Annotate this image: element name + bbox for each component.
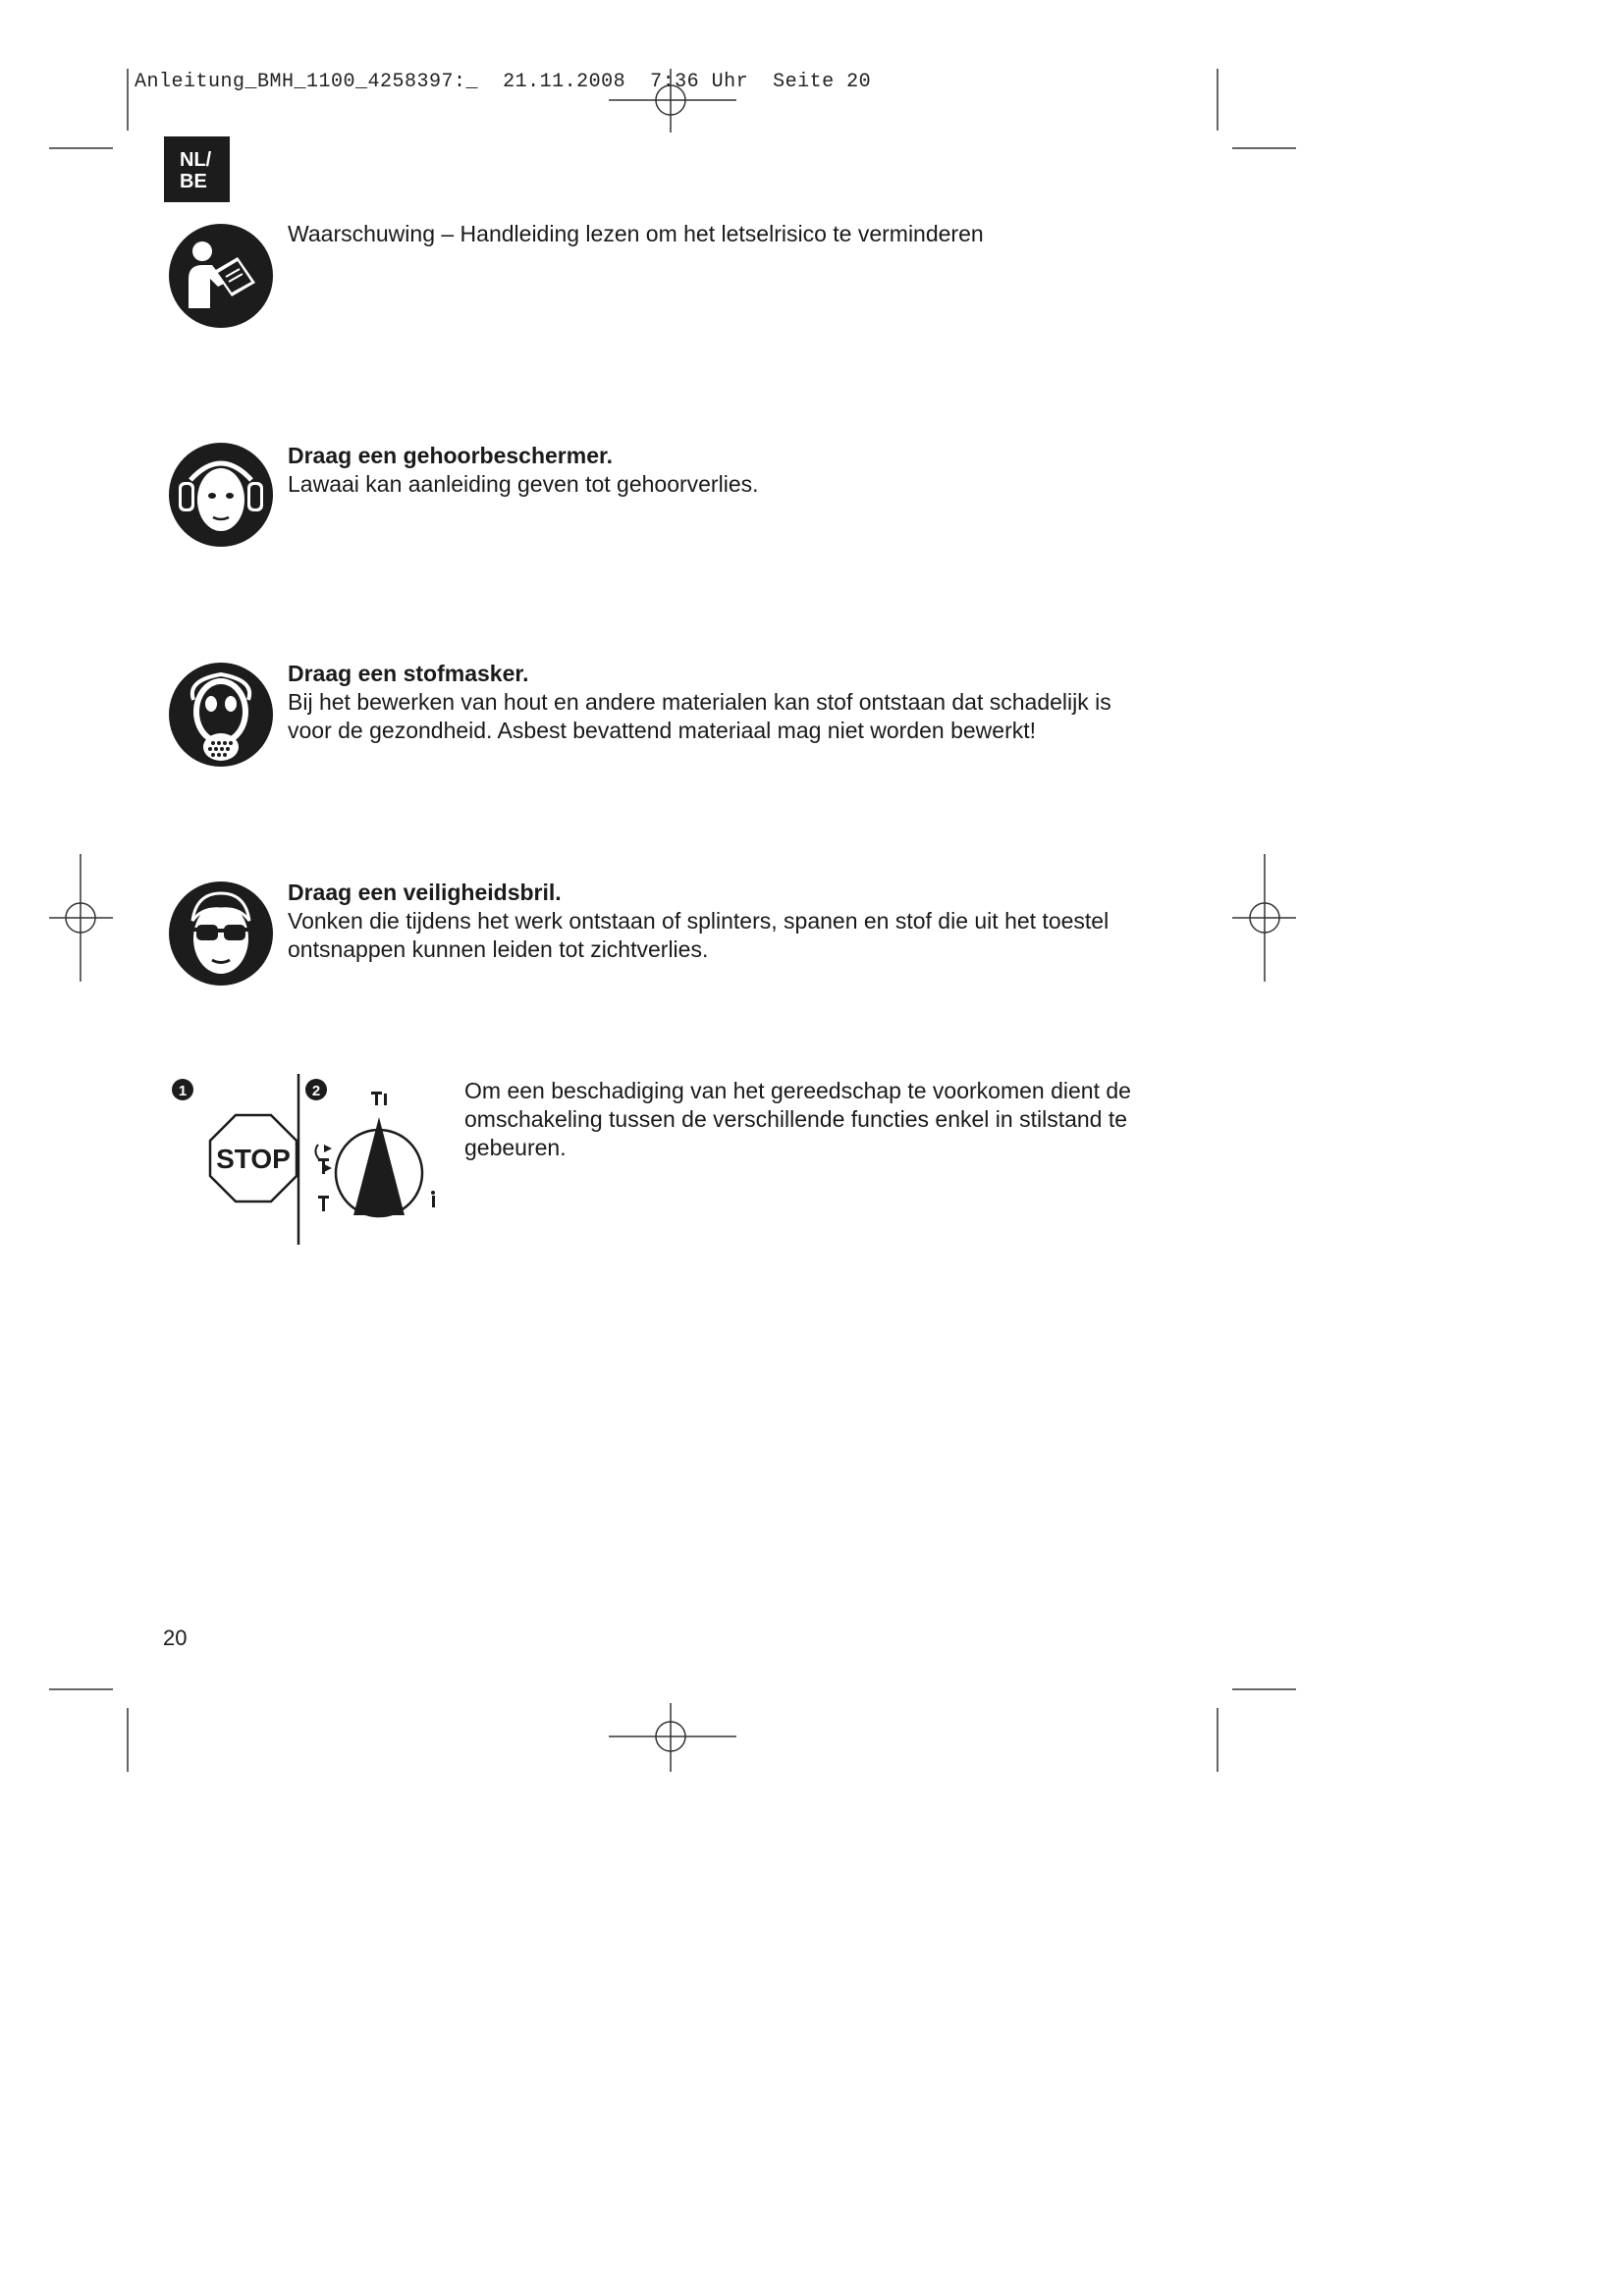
switch-notice-line-1: Om een beschadiging van het gereedschap te voorkomen dient de <box>464 1078 1131 1103</box>
warning-read-manual <box>288 220 1171 248</box>
warning-dust-mask-text-2: voor de gezondheid. Asbest bevattend materiaal mag niet worden bewerkt! <box>288 718 1037 743</box>
language-badge-line2: BE <box>180 171 207 192</box>
header-date: 21.11.2008 <box>503 71 626 93</box>
dust-mask-icon <box>167 661 275 769</box>
warning-ear-protection-title: Draag een gehoorbeschermer. <box>288 443 614 468</box>
warning-dust-mask-text-1: Bij het bewerken van hout en andere materialen kan stof ontstaan dat schadelijk is <box>288 689 1111 715</box>
language-badge-line1: NL/ <box>180 149 212 171</box>
warning-ear-protection <box>288 442 1171 499</box>
header-file: Anleitung_BMH_1100_4258397:_ <box>135 71 479 93</box>
language-badge <box>164 136 230 202</box>
step-1-label: 1 <box>178 1083 188 1099</box>
warning-dust-mask <box>288 660 1171 745</box>
warning-ear-protection-text: Lawaai kan aanleiding geven tot gehoorverlies. <box>288 471 759 497</box>
safety-glasses-icon <box>167 880 275 988</box>
stop-label: STOP <box>216 1144 291 1174</box>
read-manual-icon <box>167 222 275 330</box>
mode-switch-diagram <box>165 1070 450 1256</box>
switch-notice-line-3: gebeuren. <box>464 1135 567 1160</box>
warning-safety-glasses <box>288 879 1171 964</box>
print-header <box>135 71 871 93</box>
warning-read-manual-text: Waarschuwing – Handleiding lezen om het letselrisico te verminderen <box>288 221 984 246</box>
warning-dust-mask-title: Draag een stofmasker. <box>288 661 529 686</box>
page-number: 20 <box>163 1626 188 1650</box>
step-2-label: 2 <box>311 1083 321 1099</box>
header-time: 7:36 Uhr <box>650 71 749 93</box>
warning-safety-glasses-title: Draag een veiligheidsbril. <box>288 880 562 905</box>
ear-protection-icon <box>167 441 275 549</box>
warning-safety-glasses-text-2: ontsnappen kunnen leiden tot zichtverlies. <box>288 936 709 962</box>
switch-notice <box>464 1077 1191 1162</box>
switch-notice-line-2: omschakeling tussen de verschillende functies enkel in stilstand te <box>464 1106 1128 1132</box>
header-page-label: Seite 20 <box>773 71 872 93</box>
warning-safety-glasses-text-1: Vonken die tijdens het werk ontstaan of splinters, spanen en stof die uit het toestel <box>288 908 1110 934</box>
